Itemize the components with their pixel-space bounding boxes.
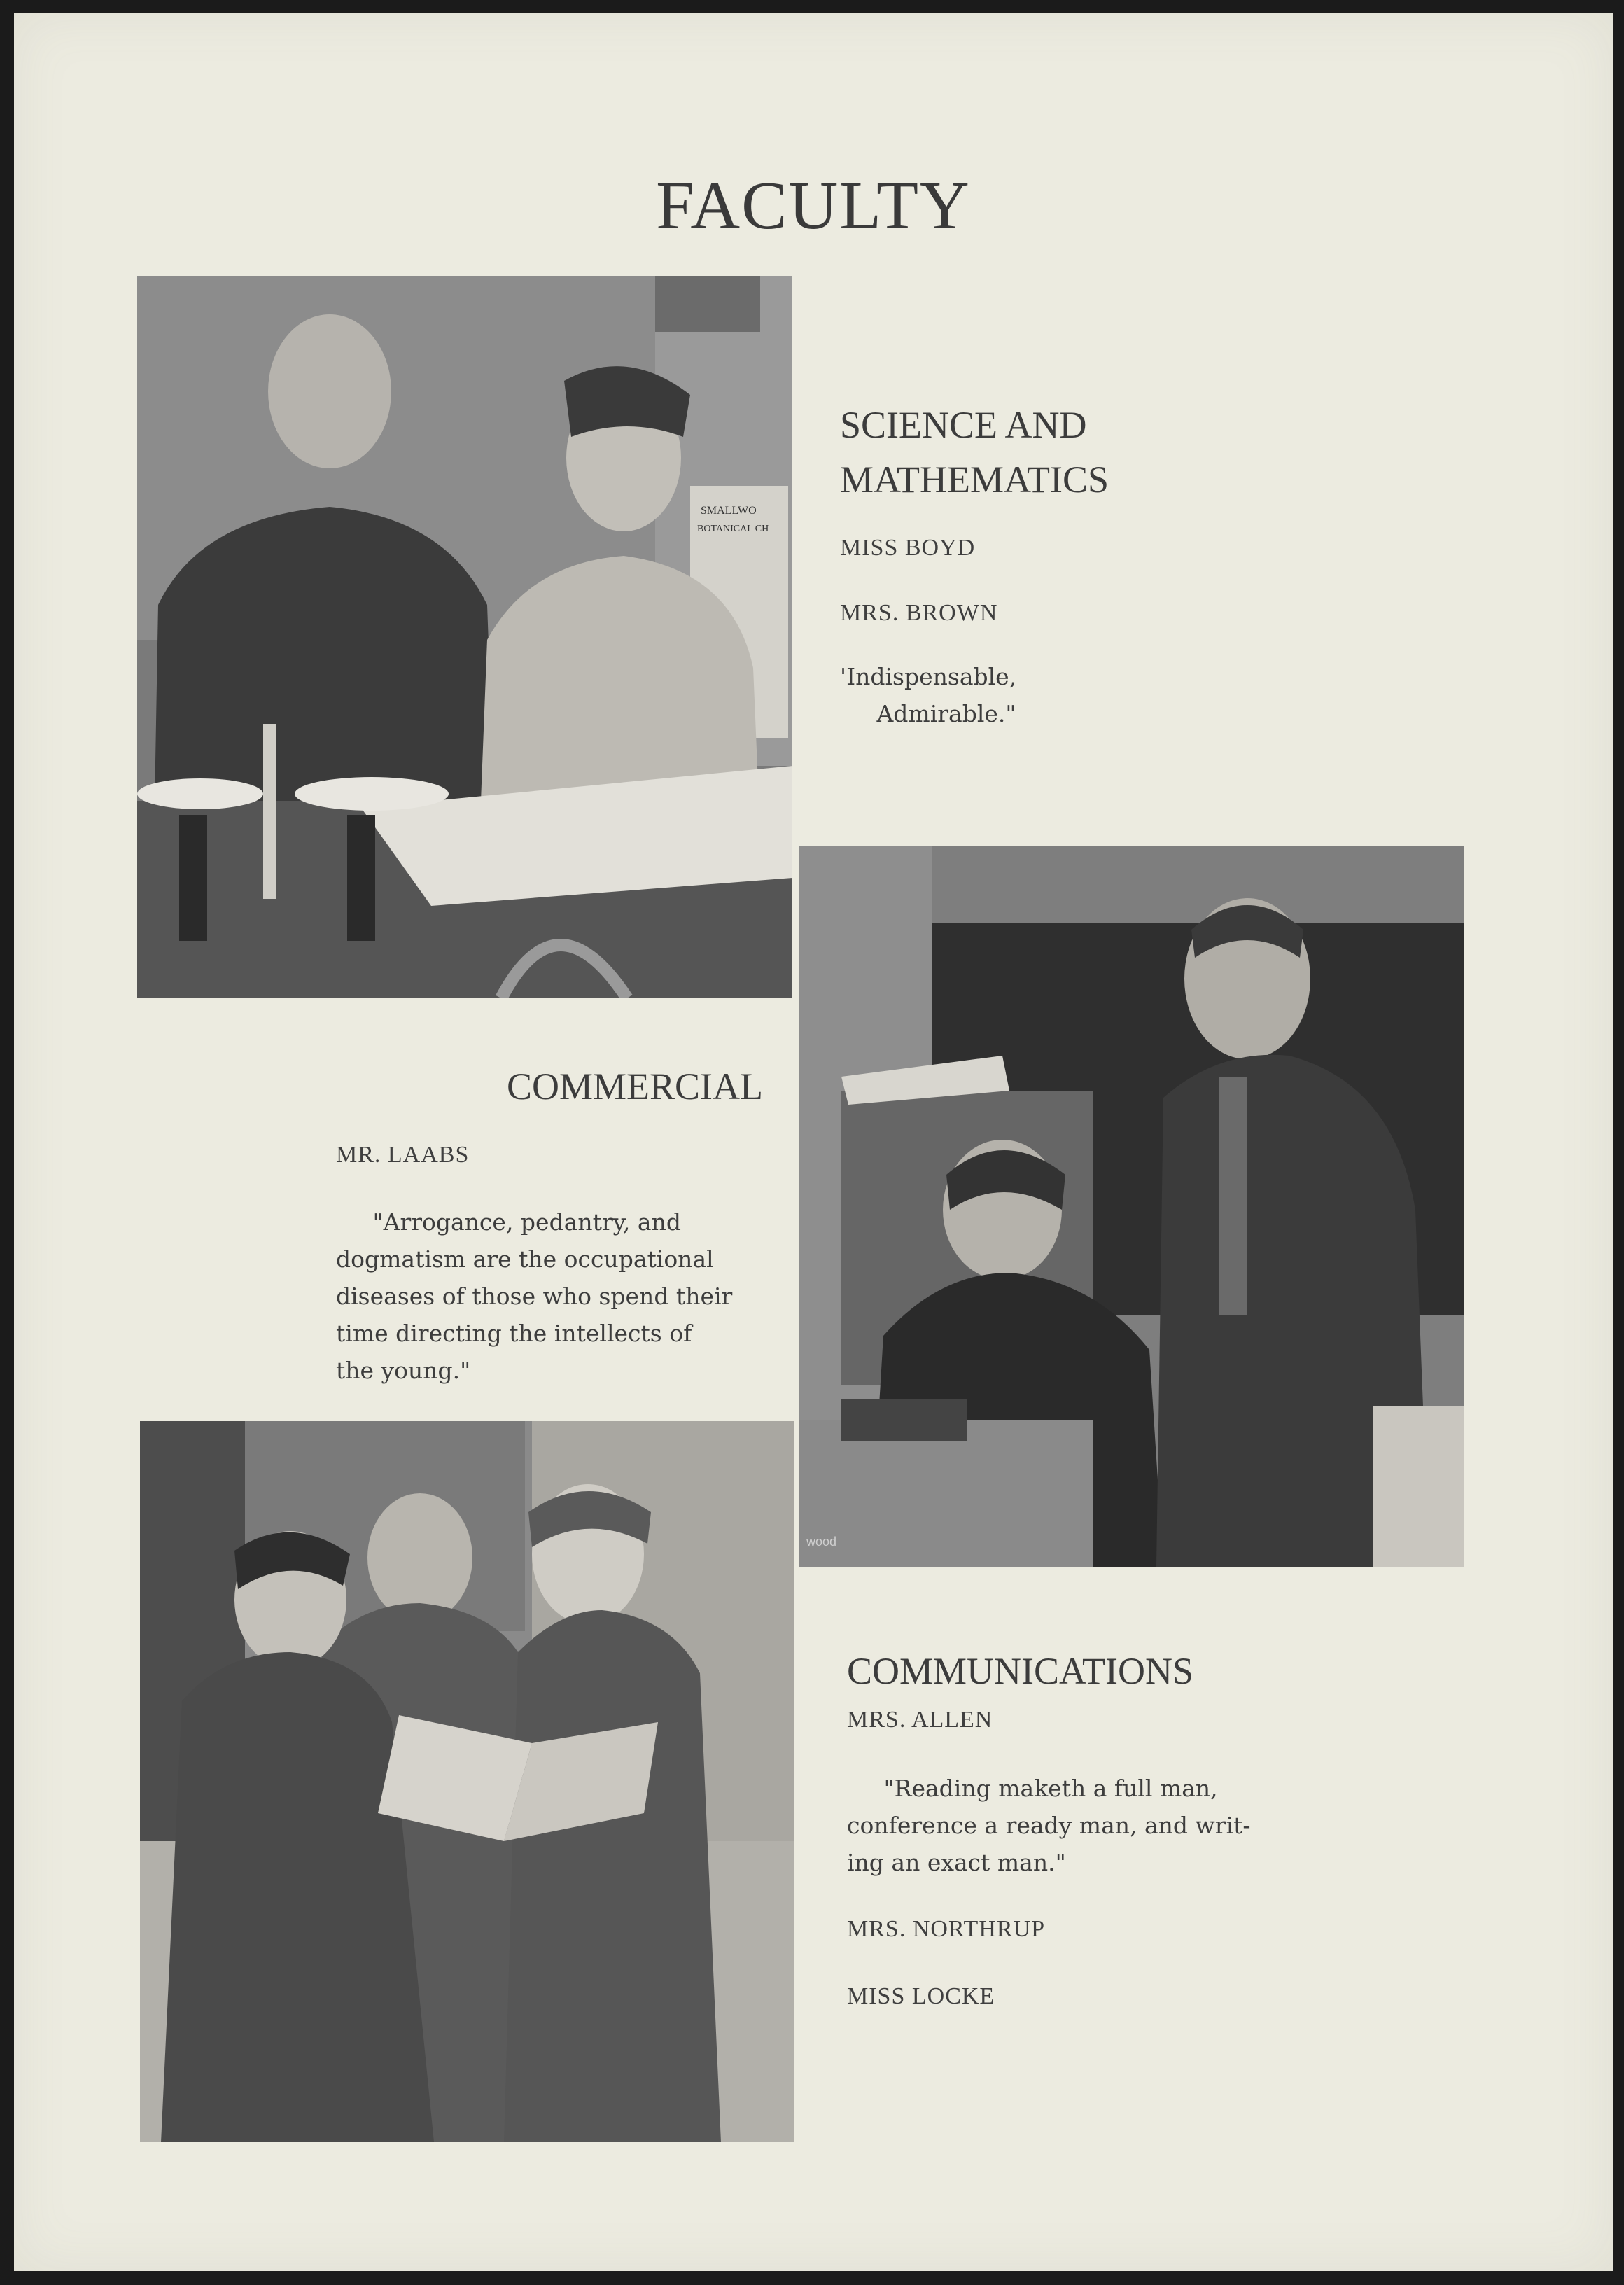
quote-line: the young." (336, 1357, 471, 1384)
teacher-name: MRS. ALLEN (847, 1707, 993, 1733)
botanical-sign-text-2: BOTANICAL CH (697, 524, 769, 534)
communications-faculty-photo (140, 1421, 794, 2142)
commercial-heading: COMMERCIAL (506, 1065, 763, 1107)
commercial-section (336, 1059, 784, 1389)
quote-line: "Arrogance, pedantry, and (336, 1208, 681, 1236)
teacher-name: MR. LAABS (336, 1142, 470, 1168)
botanical-sign-text: SMALLWO (701, 505, 757, 517)
teacher-name: MRS. BROWN (840, 600, 998, 626)
typewriter-brand-text: wood (806, 1535, 837, 1549)
quote-line: 'Indispensable, (840, 663, 1017, 690)
quote-line: conference a ready man, and writ- (847, 1812, 1251, 1839)
science-heading-line2: MATHEMATICS (840, 459, 1110, 501)
science-heading-line1: SCIENCE AND (840, 404, 1087, 446)
commercial-quote (336, 1203, 784, 1389)
communications-heading: COMMUNICATIONS (847, 1650, 1194, 1692)
communications-quote (847, 1770, 1477, 1881)
quote-line: dogmatism are the occupational (336, 1245, 714, 1273)
science-faculty-photo (137, 276, 792, 998)
quote-line: ing an exact man." (847, 1849, 1066, 1876)
page-title: FACULTY (656, 168, 971, 244)
commercial-faculty-photo (799, 846, 1464, 1567)
quote-line: Admirable." (840, 700, 1016, 727)
quote-line: "Reading maketh a full man, (847, 1775, 1218, 1802)
quote-line: time directing the intellects of (336, 1320, 692, 1347)
teacher-name: MRS. NORTHRUP (847, 1916, 1046, 1942)
science-mathematics-section (840, 398, 1470, 732)
science-quote (840, 658, 1470, 732)
teacher-name: MISS BOYD (840, 535, 976, 561)
teacher-name: MISS LOCKE (847, 1983, 995, 2009)
quote-line: diseases of those who spend their (336, 1283, 733, 1310)
communications-section (847, 1644, 1477, 2010)
yearbook-page (14, 13, 1613, 2271)
